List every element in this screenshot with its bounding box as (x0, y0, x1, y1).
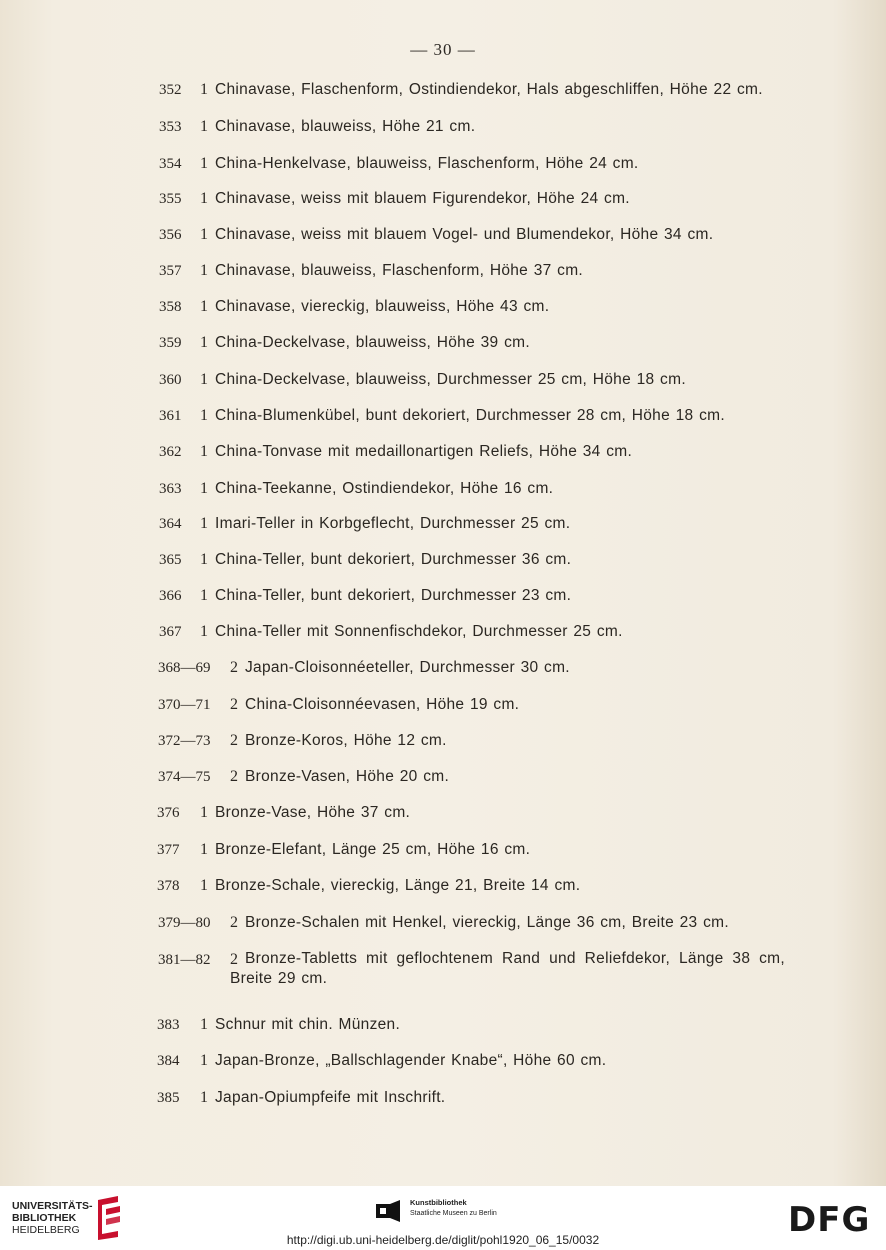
entry-description: Chinavase, Flaschenform, Ostindiendekor, Hals abgeschliffen, Höhe 22 cm. (215, 81, 763, 98)
entry-description: China-Cloisonnéevasen, Höhe 19 cm. (245, 696, 520, 713)
entry-quantity: 1 (200, 1016, 208, 1033)
entry-description: China-Teekanne, Ostindiendekor, Höhe 16 cm. (215, 480, 554, 497)
entry-number: 360 (159, 372, 182, 388)
entry-quantity: 2 (230, 732, 238, 749)
library-name-line-2: BIBLIOTHEK (12, 1212, 77, 1224)
entry-description: China-Deckelvase, blauweiss, Durchmesser 25 cm, Höhe 18 cm. (215, 371, 686, 388)
entry-quantity: 1 (200, 1089, 208, 1106)
footer-bar (0, 1186, 886, 1250)
entry-number: 368—69 (158, 660, 211, 676)
entry-number: 383 (157, 1017, 180, 1033)
heidelberg-library-logo[interactable] (12, 1200, 93, 1236)
entry-description: Bronze-Elefant, Länge 25 cm, Höhe 16 cm. (215, 841, 531, 858)
entry-number: 374—75 (158, 769, 211, 785)
kunstbibliothek-subtitle: Staatliche Museen zu Berlin (410, 1210, 497, 1217)
entry-quantity: 1 (200, 226, 208, 243)
dfg-logo[interactable]: DFG (788, 1200, 871, 1240)
entry-description: Imari-Teller in Korbgeflecht, Durchmesser 25 cm. (215, 515, 571, 532)
entry-description: Chinavase, viereckig, blauweiss, Höhe 43 cm. (215, 298, 550, 315)
entry-description: Bronze-Tabletts mit geflochtenem Rand und Reliefdekor, Länge 38 cm, Breite 29 cm. (230, 950, 785, 987)
entry-quantity: 1 (200, 407, 208, 424)
entry-number: 365 (159, 552, 182, 568)
entry-quantity: 2 (230, 951, 238, 968)
entry-number: 353 (159, 119, 182, 135)
entry-description: China-Teller, bunt dekoriert, Durchmesser 36 cm. (215, 551, 572, 568)
entry-description: Bronze-Koros, Höhe 12 cm. (245, 732, 447, 749)
kunstbibliothek-text (410, 1198, 497, 1219)
entry-number: 378 (157, 878, 180, 894)
entry-quantity: 1 (200, 515, 208, 532)
entry-number: 359 (159, 335, 182, 351)
entry-description: Chinavase, blauweiss, Flaschenform, Höhe 37 cm. (215, 262, 584, 279)
entry-quantity: 2 (230, 914, 238, 931)
entry-number: 352 (159, 82, 182, 98)
entry-quantity: 1 (200, 1052, 208, 1069)
entry-number: 381—82 (158, 952, 211, 968)
entry-description: China-Teller, bunt dekoriert, Durchmesser 23 cm. (215, 587, 572, 604)
entry-quantity: 1 (200, 118, 208, 135)
kunstbibliothek-name: Kunstbibliothek (410, 1198, 467, 1207)
entry-quantity: 1 (200, 551, 208, 568)
entry-number: 366 (159, 588, 182, 604)
entry-number: 379—80 (158, 915, 211, 931)
source-url-link[interactable]: http://digi.ub.uni-heidelberg.de/diglit/pohl1920_06_15/0032 (286, 1233, 600, 1247)
entry-quantity: 1 (200, 877, 208, 894)
entry-number: 354 (159, 156, 182, 172)
entry-number: 372—73 (158, 733, 211, 749)
entry-quantity: 2 (230, 659, 238, 676)
library-name-line-3: HEIDELBERG (12, 1224, 80, 1236)
entry-description: Japan-Bronze, „Ballschlagender Knabe“, Höhe 60 cm. (215, 1052, 607, 1069)
entry-description: China-Teller mit Sonnenfischdekor, Durchmesser 25 cm. (215, 623, 623, 640)
entry-number: 385 (157, 1090, 180, 1106)
entry-description: Chinavase, weiss mit blauem Figurendekor, Höhe 24 cm. (215, 190, 630, 207)
entry-number: 377 (157, 842, 180, 858)
entry-number: 364 (159, 516, 182, 532)
entry-number: 367 (159, 624, 182, 640)
entry-number: 363 (159, 481, 182, 497)
page-number: — 30 — (410, 40, 476, 59)
entry-number: 362 (159, 444, 182, 460)
entry-quantity: 1 (200, 155, 208, 172)
entry-quantity: 1 (200, 623, 208, 640)
entry-description: Chinavase, weiss mit blauem Vogel- und Blumendekor, Höhe 34 cm. (215, 226, 714, 243)
entry-number: 358 (159, 299, 182, 315)
entry-description: China-Blumenkübel, bunt dekoriert, Durchmesser 28 cm, Höhe 18 cm. (215, 407, 725, 424)
entry-description: Bronze-Schale, viereckig, Länge 21, Breite 14 cm. (215, 877, 581, 894)
entry-quantity: 1 (200, 262, 208, 279)
entry-quantity: 1 (200, 298, 208, 315)
entry-quantity: 1 (200, 841, 208, 858)
entry-quantity: 1 (200, 480, 208, 497)
entry-description: Chinavase, blauweiss, Höhe 21 cm. (215, 118, 476, 135)
entry-quantity: 1 (200, 190, 208, 207)
entry-number: 384 (157, 1053, 180, 1069)
entry-number: 357 (159, 263, 182, 279)
entry-description: Japan-Cloisonnéeteller, Durchmesser 30 cm. (245, 659, 570, 676)
entry-quantity: 1 (200, 81, 208, 98)
entry-number: 376 (157, 805, 180, 821)
library-name-line-1: UNIVERSITÄTS- (12, 1200, 93, 1212)
entry-quantity: 2 (230, 768, 238, 785)
entry-number: 355 (159, 191, 182, 207)
entry-description: Bronze-Vasen, Höhe 20 cm. (245, 768, 450, 785)
entry-quantity: 1 (200, 443, 208, 460)
entry-number: 370—71 (158, 697, 211, 713)
entry-quantity: 1 (200, 587, 208, 604)
entry-number: 361 (159, 408, 182, 424)
entry-description: Japan-Opiumpfeife mit Inschrift. (215, 1089, 446, 1106)
entry-quantity: 2 (230, 696, 238, 713)
entry-description: China-Henkelvase, blauweiss, Flaschenform, Höhe 24 cm. (215, 155, 639, 172)
entry-quantity: 1 (200, 334, 208, 351)
entry-quantity: 1 (200, 804, 208, 821)
entry-description: Schnur mit chin. Münzen. (215, 1016, 401, 1033)
entry-number: 356 (159, 227, 182, 243)
entry-description: China-Deckelvase, blauweiss, Höhe 39 cm. (215, 334, 530, 351)
entry-quantity: 1 (200, 371, 208, 388)
entry-description: China-Tonvase mit medaillonartigen Reliefs, Höhe 34 cm. (215, 443, 633, 460)
entry-description: Bronze-Vase, Höhe 37 cm. (215, 804, 411, 821)
kunstbibliothek-emblem-icon (376, 1200, 400, 1222)
entry-description: Bronze-Schalen mit Henkel, viereckig, Länge 36 cm, Breite 23 cm. (245, 914, 729, 931)
